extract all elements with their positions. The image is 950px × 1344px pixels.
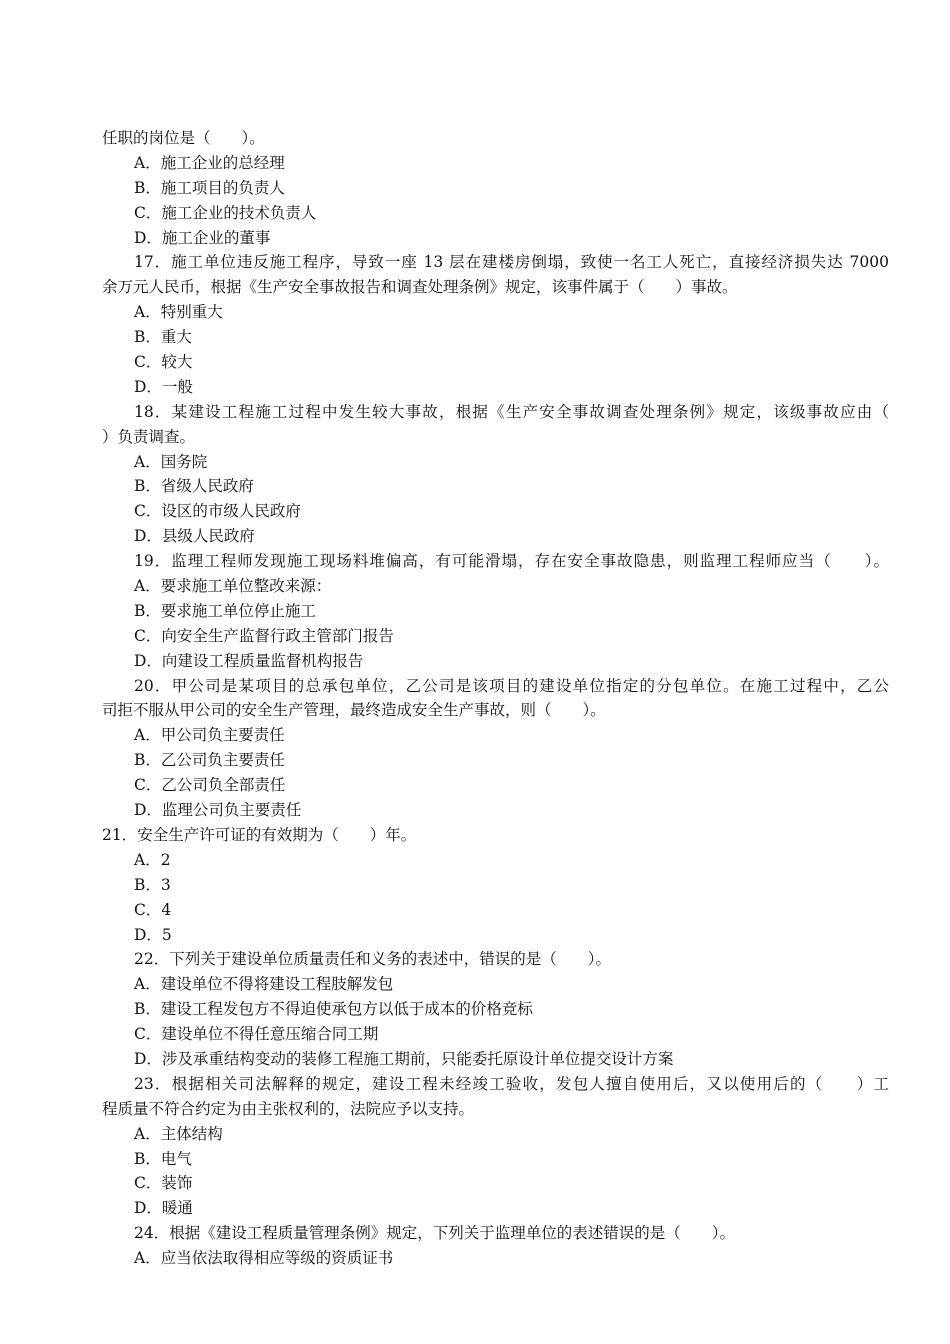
- answer-option: [0, 176, 950, 201]
- answer-option: [0, 773, 950, 798]
- answer-option: [0, 201, 950, 226]
- question-line: [0, 1072, 950, 1097]
- answer-option: [0, 649, 950, 674]
- question-line: [0, 400, 950, 425]
- text-line: [0, 126, 950, 151]
- answer-option: [0, 1022, 950, 1047]
- answer-option-text: A．2: [134, 850, 171, 869]
- answer-option: [0, 898, 950, 923]
- answer-option-text: C．4: [134, 900, 172, 919]
- question-line-text: 23．根据相关司法解释的规定，建设工程未经竣工验收，发包人擅自使用后，又以使用后的（ ）工: [134, 1074, 889, 1093]
- answer-option-text: A．建设单位不得将建设工程肢解发包: [134, 975, 394, 994]
- answer-option-text: A．国务院: [134, 452, 208, 471]
- question-line-text: 24．根据《建设工程质量管理条例》规定，下列关于监理单位的表述错误的是（ ）。: [134, 1224, 735, 1243]
- answer-option-text: D．向建设工程质量监督机构报告: [134, 651, 364, 670]
- answer-option: [0, 1196, 950, 1221]
- text-line: [0, 425, 950, 450]
- answer-option: [0, 499, 950, 524]
- answer-option-text: A．要求施工单位整改来源：: [134, 577, 332, 596]
- answer-option: [0, 574, 950, 599]
- answer-option-text: B．要求施工单位停止施工: [134, 601, 316, 620]
- text-line-text: 司拒不服从甲公司的安全生产管理，最终造成安全生产事故，则（ ）。: [102, 701, 606, 720]
- answer-option-text: D．涉及承重结构变动的装修工程施工期前，只能委托原设计单位提交设计方案: [134, 1049, 674, 1068]
- text-line: [0, 1097, 950, 1122]
- question-line: [0, 250, 950, 275]
- answer-option: [0, 226, 950, 251]
- answer-option: [0, 1122, 950, 1147]
- answer-option-text: C．乙公司负全部责任: [134, 776, 286, 795]
- answer-option: [0, 923, 950, 948]
- answer-option-text: A．应当依法取得相应等级的资质证书: [134, 1249, 394, 1268]
- answer-option: [0, 450, 950, 475]
- answer-option-text: B．建设工程发包方不得迫使承包方以低于成本的价格竞标: [134, 1000, 533, 1019]
- answer-option-text: D．暖通: [134, 1199, 193, 1218]
- answer-option-text: D．监理公司负主要责任: [134, 801, 302, 820]
- document-page: [0, 126, 950, 1271]
- answer-option: [0, 1171, 950, 1196]
- answer-option-text: A．主体结构: [134, 1124, 223, 1143]
- answer-option: [0, 474, 950, 499]
- question-line: [0, 674, 950, 699]
- answer-option-text: B．乙公司负主要责任: [134, 751, 285, 770]
- answer-option: [0, 375, 950, 400]
- text-line: [0, 823, 950, 848]
- answer-option: [0, 524, 950, 549]
- answer-option-text: D．5: [134, 925, 172, 944]
- answer-option-text: A．特别重大: [134, 303, 223, 322]
- answer-option: [0, 873, 950, 898]
- answer-option-text: A．甲公司负主要责任: [134, 726, 285, 745]
- answer-option: [0, 748, 950, 773]
- question-line: [0, 947, 950, 972]
- answer-option: [0, 325, 950, 350]
- answer-option: [0, 151, 950, 176]
- text-line-text: 21．安全生产许可证的有效期为（ ）年。: [102, 825, 417, 844]
- text-line: [0, 698, 950, 723]
- text-line-text: 任职的岗位是（ ）。: [102, 129, 265, 147]
- answer-option: [0, 300, 950, 325]
- answer-option-text: D．县级人民政府: [134, 527, 255, 546]
- answer-option: [0, 1147, 950, 1172]
- question-line: [0, 1221, 950, 1246]
- question-line-text: 17．施工单位违反施工程序，导致一座 13 层在建楼房倒塌，致使一名工人死亡，直接经济损失达 7000: [134, 253, 889, 272]
- text-line-text: ）负责调查。: [102, 427, 196, 446]
- answer-option: [0, 997, 950, 1022]
- answer-option: [0, 723, 950, 748]
- answer-option: [0, 848, 950, 873]
- answer-option-text: B．电气: [134, 1149, 192, 1168]
- answer-option-text: D．施工企业的董事: [134, 228, 271, 247]
- question-line-text: 19．监理工程师发现施工现场料堆偏高，有可能滑塌，存在安全事故隐患，则监理工程师应当（ ）。: [134, 552, 889, 571]
- answer-option-text: D．一般: [134, 377, 193, 396]
- answer-option: [0, 599, 950, 624]
- answer-option: [0, 798, 950, 823]
- answer-option: [0, 1246, 950, 1271]
- text-line-text: 余万元人民币，根据《生产安全事故报告和调查处理条例》规定，该事件属于（ ）事故。: [102, 278, 738, 297]
- answer-option-text: C．施工企业的技术负责人: [134, 203, 317, 222]
- answer-option-text: C．建设单位不得任意压缩合同工期: [134, 1025, 379, 1044]
- answer-option-text: A．施工企业的总经理: [134, 153, 285, 172]
- answer-option-text: C．设区的市级人民政府: [134, 502, 301, 521]
- text-line-text: 程质量不符合约定为由主张权利的，法院应予以支持。: [102, 1099, 475, 1118]
- answer-option-text: B．重大: [134, 328, 192, 347]
- question-line-text: 20．甲公司是某项目的总承包单位，乙公司是该项目的建设单位指定的分包单位。在施工过程中，乙公: [134, 676, 889, 695]
- answer-option: [0, 624, 950, 649]
- answer-option: [0, 1047, 950, 1072]
- answer-option: [0, 972, 950, 997]
- answer-option-text: C．向安全生产监督行政主管部门报告: [134, 626, 394, 645]
- answer-option-text: C．装饰: [134, 1174, 193, 1193]
- question-line-text: 18．某建设工程施工过程中发生较大事故，根据《生产安全事故调查处理条例》规定，该级事故应由（: [134, 402, 889, 421]
- question-line-text: 22．下列关于建设单位质量责任和义务的表述中，错误的是（ ）。: [134, 950, 611, 969]
- answer-option-text: B．省级人民政府: [134, 477, 254, 496]
- answer-option-text: B．3: [134, 875, 171, 894]
- answer-option-text: B．施工项目的负责人: [134, 178, 285, 197]
- text-line: [0, 275, 950, 300]
- question-line: [0, 549, 950, 574]
- answer-option: [0, 350, 950, 375]
- answer-option-text: C．较大: [134, 353, 193, 372]
